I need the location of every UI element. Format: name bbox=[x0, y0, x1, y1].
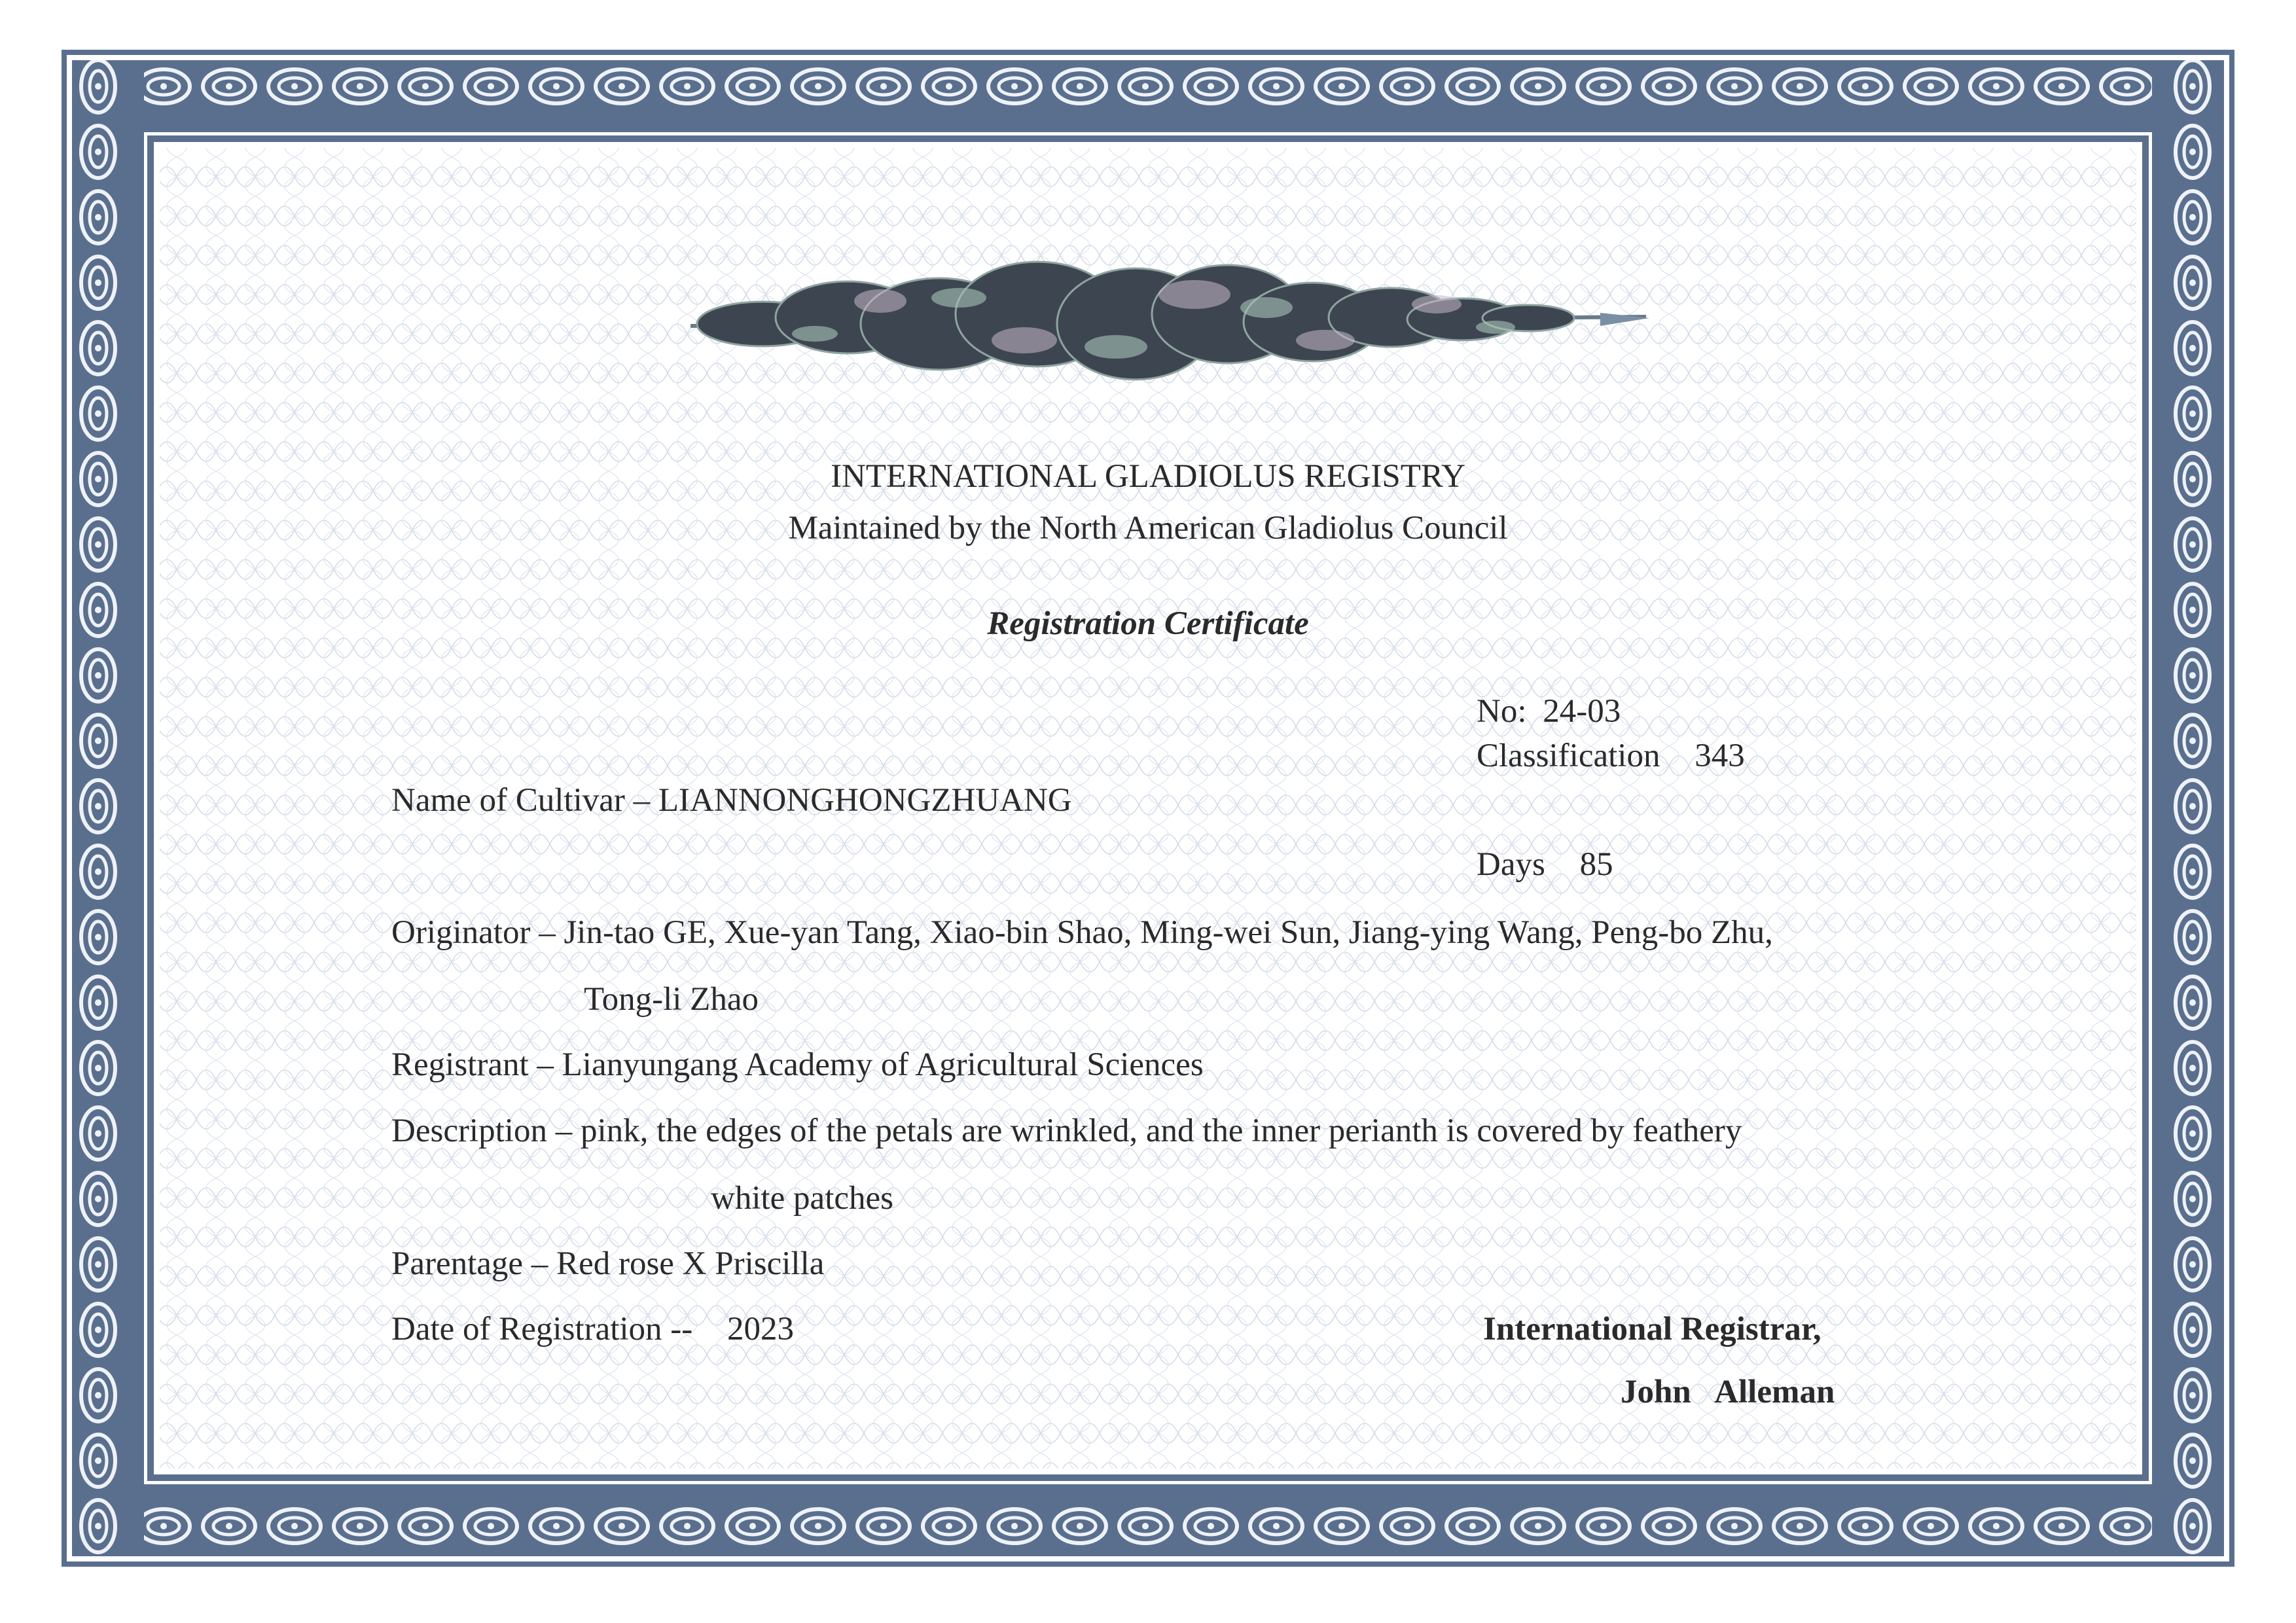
doc-title: Registration Certificate bbox=[987, 605, 1309, 642]
registration-date-value: 2023 bbox=[727, 1311, 795, 1347]
description-field-continued: white patches bbox=[711, 1180, 893, 1217]
days-label: Days bbox=[1477, 846, 1545, 883]
originator-field-continued: Tong-li Zhao bbox=[584, 981, 759, 1018]
org-title: INTERNATIONAL GLADIOLUS REGISTRY bbox=[831, 458, 1465, 495]
number-value: 24-03 bbox=[1543, 693, 1621, 730]
classification-value: 343 bbox=[1695, 738, 1745, 774]
number-row bbox=[1477, 695, 1621, 728]
registrar-title: International Registrar, bbox=[1483, 1311, 1821, 1347]
days-row bbox=[1477, 848, 1613, 882]
gladiolus-emblem bbox=[684, 249, 1653, 399]
cultivar-field: Name of Cultivar – LIANNONGHONGZHUANG bbox=[391, 782, 1072, 819]
registrant-field: Registrant – Lianyungang Academy of Agricultural Sciences bbox=[391, 1046, 1204, 1083]
parentage-field: Parentage – Red rose X Priscilla bbox=[391, 1245, 825, 1282]
days-value: 85 bbox=[1579, 846, 1613, 883]
description-field: Description – pink, the edges of the petals are wrinkled, and the inner perianth is covered by feathery bbox=[391, 1113, 1742, 1149]
registrar-name: John Alleman bbox=[1621, 1374, 1835, 1410]
registration-date-label: Date of Registration -- bbox=[391, 1311, 693, 1347]
classification-row bbox=[1477, 740, 1745, 773]
org-subtitle: Maintained by the North American Gladiolus Council bbox=[788, 510, 1508, 546]
emblem-spike bbox=[1600, 313, 1649, 326]
classification-label: Classification bbox=[1477, 738, 1660, 774]
originator-field: Originator – Jin-tao GE, Xue-yan Tang, Xiao-bin Shao, Ming-wei Sun, Jiang-ying Wang, Peng-bo Zhu, bbox=[391, 914, 1773, 951]
number-label: No: bbox=[1477, 693, 1527, 730]
emblem-florets bbox=[697, 262, 1574, 380]
registration-date-row bbox=[391, 1313, 794, 1346]
